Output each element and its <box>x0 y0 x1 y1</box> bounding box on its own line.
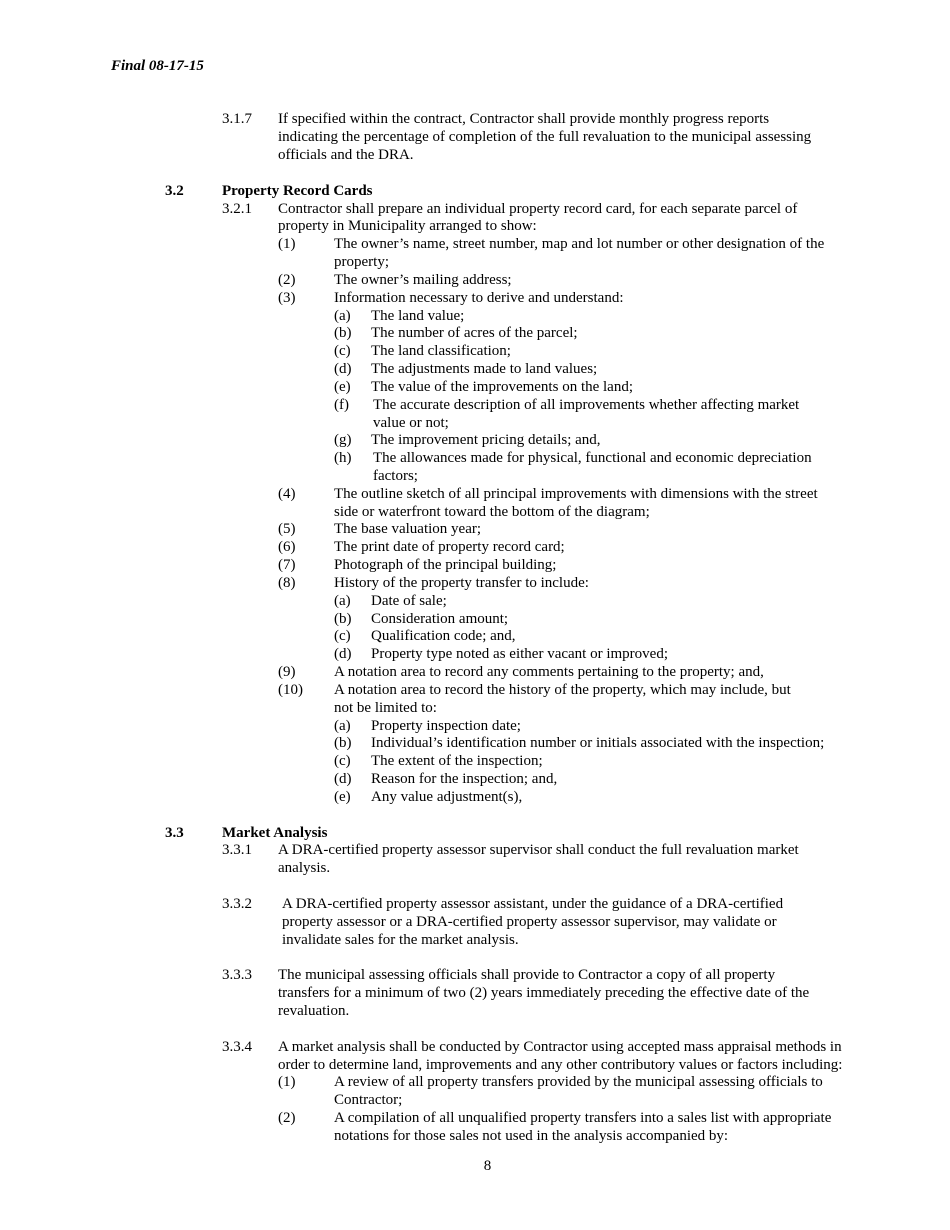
text-line: factors; <box>373 468 418 484</box>
text-line: The value of the improvements on the land; <box>371 379 634 395</box>
text-line: The land value; <box>371 308 465 324</box>
text-line: A notation area to record the history of the property, which may include, but <box>334 682 791 698</box>
text-line: (6) <box>278 539 296 555</box>
text-line: officials and the DRA. <box>278 147 414 163</box>
text-line: (a) <box>334 593 351 609</box>
text-line: Property inspection date; <box>371 718 521 734</box>
text-line: The owner’s name, street number, map and lot number or other designation of the <box>334 236 825 252</box>
text-line: 3.1.7 <box>222 111 252 127</box>
text-line: Individual’s identification number or initials associated with the inspection; <box>371 735 825 751</box>
section-heading: Property Record Cards <box>222 183 373 199</box>
text-line: History of the property transfer to include: <box>334 575 589 591</box>
text-line: (b) <box>334 611 352 627</box>
text-line: (8) <box>278 575 296 591</box>
text-line: The accurate description of all improvements whether affecting market <box>373 397 800 413</box>
text-line: Contractor shall prepare an individual property record card, for each separate parcel of <box>278 201 798 217</box>
text-line: 3.3.4 <box>222 1039 252 1055</box>
text-line: (7) <box>278 557 296 573</box>
text-line: The extent of the inspection; <box>371 753 543 769</box>
text-line: value or not; <box>373 415 449 431</box>
text-line: side or waterfront toward the bottom of the diagram; <box>334 504 650 520</box>
text-line: revaluation. <box>278 1003 350 1019</box>
text-line: The owner’s mailing address; <box>334 272 512 288</box>
section-heading: Market Analysis <box>222 825 328 841</box>
text-line: (a) <box>334 308 351 324</box>
text-line: Information necessary to derive and understand: <box>334 290 624 306</box>
text-line: (2) <box>278 272 296 288</box>
text-line: A DRA-certified property assessor assistant, under the guidance of a DRA-certified <box>282 896 784 912</box>
text-line: 3.3.3 <box>222 967 252 983</box>
text-line: Date of sale; <box>371 593 447 609</box>
text-line: (2) <box>278 1110 296 1126</box>
text-line: (d) <box>334 771 352 787</box>
text-line: (c) <box>334 628 351 644</box>
text-line: The land classification; <box>371 343 511 359</box>
text-line: property assessor or a DRA-certified property assessor supervisor, may validate or <box>282 914 777 930</box>
text-line: (d) <box>334 646 352 662</box>
text-line: not be limited to: <box>334 700 437 716</box>
text-line: A review of all property transfers provided by the municipal assessing officials to <box>334 1074 823 1090</box>
text-line: (1) <box>278 236 296 252</box>
text-line: (4) <box>278 486 296 502</box>
text-line: (e) <box>334 789 351 805</box>
text-line: The allowances made for physical, functional and economic depreciation <box>373 450 812 466</box>
text-line: indicating the percentage of completion of the full revaluation to the municipal assessing <box>278 129 812 145</box>
text-line: A compilation of all unqualified property transfers into a sales list with appropriate <box>334 1110 832 1126</box>
text-line: order to determine land, improvements and any other contributory values or factors including: <box>278 1057 843 1073</box>
text-line: The number of acres of the parcel; <box>371 325 578 341</box>
text-line: 3.3.1 <box>222 842 252 858</box>
text-line: (g) <box>334 432 352 448</box>
text-line: If specified within the contract, Contractor shall provide monthly progress reports <box>278 111 770 127</box>
text-line: invalidate sales for the market analysis. <box>282 932 519 948</box>
text-line: A notation area to record any comments pertaining to the property; and, <box>334 664 764 680</box>
text-line: (b) <box>334 735 352 751</box>
text-line: Photograph of the principal building; <box>334 557 557 573</box>
text-line: The base valuation year; <box>334 521 482 537</box>
text-line: (5) <box>278 521 296 537</box>
text-line: (9) <box>278 664 296 680</box>
text-line: (c) <box>334 753 351 769</box>
text-line: (f) <box>334 397 349 413</box>
text-line: Any value adjustment(s), <box>371 789 523 805</box>
text-line: A DRA-certified property assessor supervisor shall conduct the full revaluation market <box>278 842 799 858</box>
text-line: Consideration amount; <box>371 611 509 627</box>
text-line: (1) <box>278 1074 296 1090</box>
text-line: 3.3.2 <box>222 896 252 912</box>
text-line: Contractor; <box>334 1092 403 1108</box>
text-line: The adjustments made to land values; <box>371 361 598 377</box>
text-line: Qualification code; and, <box>371 628 516 644</box>
text-line: transfers for a minimum of two (2) years immediately preceding the effective date of the <box>278 985 810 1001</box>
document-header: Final 08-17-15 <box>111 58 204 74</box>
text-line: The outline sketch of all principal improvements with dimensions with the street <box>334 486 818 502</box>
text-line: The municipal assessing officials shall provide to Contractor a copy of all property <box>278 967 776 983</box>
text-line: (b) <box>334 325 352 341</box>
text-line: Property type noted as either vacant or improved; <box>371 646 668 662</box>
text-line: property in Municipality arranged to show: <box>278 218 537 234</box>
text-line: (d) <box>334 361 352 377</box>
text-line: A market analysis shall be conducted by Contractor using accepted mass appraisal methods in <box>278 1039 842 1055</box>
text-line: notations for those sales not used in the analysis accompanied by: <box>334 1128 729 1144</box>
text-line: (c) <box>334 343 351 359</box>
text-line: Reason for the inspection; and, <box>371 771 558 787</box>
text-line: (a) <box>334 718 351 734</box>
section-heading: 3.3 <box>165 825 184 841</box>
text-line: (h) <box>334 450 352 466</box>
page-number: 8 <box>483 1158 492 1174</box>
text-line: The improvement pricing details; and, <box>371 432 601 448</box>
text-line: (e) <box>334 379 351 395</box>
text-line: (10) <box>278 682 303 698</box>
section-heading: 3.2 <box>165 183 184 199</box>
text-line: analysis. <box>278 860 331 876</box>
text-line: 3.2.1 <box>222 201 252 217</box>
text-line: The print date of property record card; <box>334 539 565 555</box>
text-line: property; <box>334 254 389 270</box>
text-line: (3) <box>278 290 296 306</box>
